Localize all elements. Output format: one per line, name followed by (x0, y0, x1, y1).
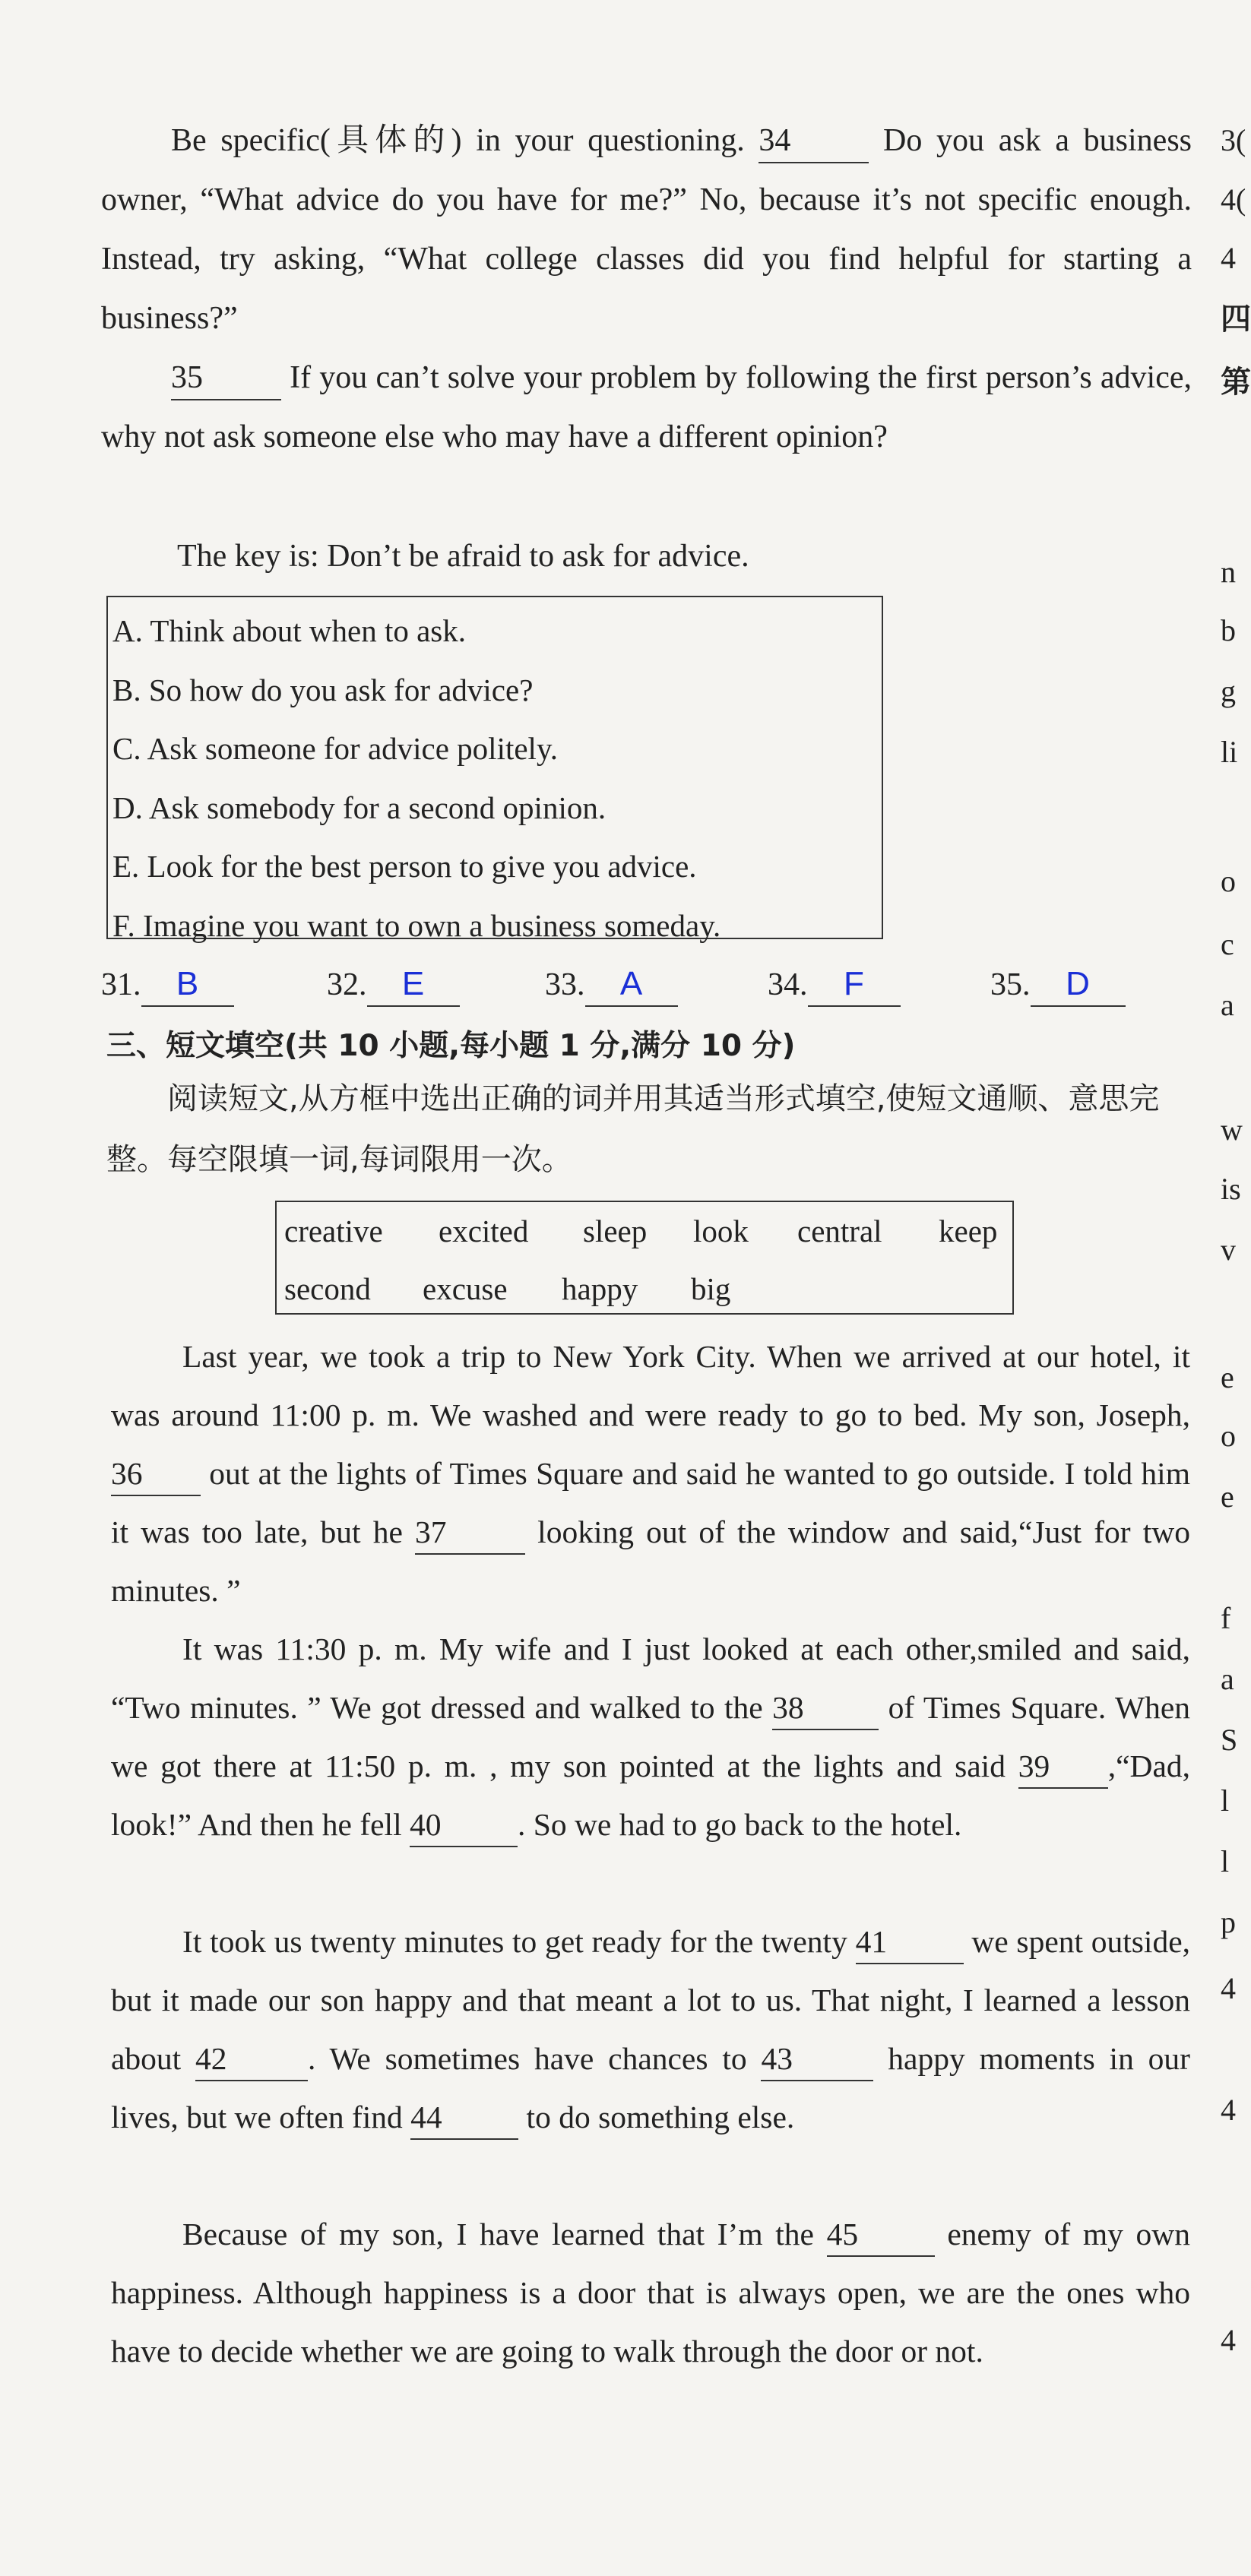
edge-fragment: 4 (1221, 1971, 1236, 2005)
answer-row (101, 960, 1192, 1014)
option-f: F. Imagine you want to own a business someday. (112, 907, 721, 943)
blank-45: 45 (827, 2213, 935, 2257)
edge-fragment: 3( (1221, 123, 1246, 157)
blank-44: 44 (410, 2096, 518, 2140)
word: keep (939, 1214, 998, 1248)
options-box (106, 596, 883, 943)
edge-fragment: li (1221, 735, 1238, 769)
text: If you can’t solve your problem by following the first person’s advice, why not ask someone else who may have a different opinion? (101, 360, 1192, 454)
text: out at the lights of Times Square and said he wanted to go outside. I told him it was too late, but he (111, 1456, 1190, 1549)
text: . We sometimes have chances to (308, 2041, 747, 2076)
option-e: E. Look for the best person to give you advice. (112, 849, 697, 884)
word: excuse (423, 1271, 508, 1306)
edge-fragment: e (1221, 1479, 1234, 1514)
instruction: 阅读短文,从方框中选出正确的词并用其适当形式填空,使短文通顺、意思完整。每空限填一词,每词限用一次。 (106, 1081, 1160, 1177)
passage-paragraph-3 (111, 1913, 1190, 2147)
answer-33 (545, 960, 678, 1009)
text: Do you ask a business owner, “What advice do you have for me?” No, because it’s not specific enough. Instead, try asking, “What college classes did you find helpful for starting a business?” (101, 123, 1192, 336)
word: creative (284, 1214, 383, 1248)
text: Because of my son, I have learned that I’m the (182, 2217, 814, 2252)
edge-fragment: v (1221, 1233, 1236, 1267)
word: sleep (583, 1214, 648, 1248)
answer-35 (990, 960, 1126, 1009)
answer-31 (101, 960, 234, 1009)
text: happy moments in our lives, but we often find (111, 2041, 1190, 2135)
text: Last year, we took a trip to New York City. When we arrived at our hotel, it was around 11:00 p. m. We washed and were ready to go to bed. My son, Joseph, (111, 1339, 1190, 1432)
word: happy (562, 1271, 638, 1306)
edge-fragment: f (1221, 1601, 1231, 1635)
answer-value: E (367, 963, 460, 1007)
edge-fragment: g (1221, 674, 1236, 708)
passage-paragraph-2 (111, 1620, 1190, 1854)
edge-fragment: l (1221, 1844, 1230, 1878)
blank-34: 34 (759, 119, 869, 163)
passage-paragraph-1 (111, 1328, 1190, 1620)
blank-36: 36 (111, 1452, 201, 1496)
text: enemy of my own happiness. Although happiness is a door that is always open, we are the ones who have to decide whether we are going to walk through the door or not. (111, 2217, 1190, 2369)
edge-fragment: S (1221, 1723, 1238, 1757)
answer-value: F (808, 963, 901, 1007)
paragraph-34 (101, 111, 1192, 348)
answer-number: 32. (327, 967, 367, 1002)
edge-fragment: 4 (1221, 241, 1236, 275)
text: It took us twenty minutes to get ready for the twenty (182, 1924, 847, 1959)
word: excited (439, 1214, 529, 1248)
edge-fragment: 4( (1221, 182, 1246, 217)
edge-fragment: a (1221, 1662, 1234, 1696)
edge-fragment: 4 (1221, 2093, 1236, 2127)
blank-35: 35 (171, 356, 281, 400)
answer-number: 33. (545, 967, 585, 1002)
edge-fragment: e (1221, 1360, 1234, 1394)
word: look (693, 1214, 749, 1248)
answer-value: A (585, 963, 678, 1007)
blank-40: 40 (410, 1803, 518, 1847)
section-title: 三、短文填空(共 10 小题,每小题 1 分,满分 10 分) (106, 1029, 796, 1063)
text: . So we had to go back to the hotel. (518, 1807, 962, 1842)
edge-fragment: 四 (1221, 302, 1251, 337)
blank-42: 42 (195, 2037, 308, 2081)
edge-fragment: p (1221, 1905, 1236, 1939)
text: Be specific(具体的) in your questioning. (171, 123, 745, 158)
word: second (284, 1271, 371, 1306)
word-box (275, 1201, 1014, 1315)
blank-38: 38 (772, 1686, 879, 1730)
blank-41: 41 (856, 1920, 964, 1964)
edge-fragment: o (1221, 864, 1236, 898)
edge-fragment: 第 (1221, 365, 1251, 400)
text: It was 11:30 p. m. My wife and I just looked at each other,smiled and said, “Two minutes. ” We got dressed and walked to the (111, 1631, 1190, 1725)
answer-32 (327, 960, 460, 1009)
edge-fragment: l (1221, 1783, 1230, 1818)
text: of Times Square. When we got there at 11:50 p. m. , my son pointed at the lights and said (111, 1690, 1191, 1783)
text: to do something else. (526, 2100, 795, 2135)
option-a: A. Think about when to ask. (112, 613, 466, 648)
answer-number: 34. (768, 967, 808, 1002)
text: we spent outside, but it made our son happy and that meant a lot to us. That night, I learned a lesson about (111, 1924, 1191, 2076)
edge-fragment: a (1221, 988, 1234, 1022)
blank-43: 43 (761, 2037, 873, 2081)
paragraph-35 (101, 348, 1192, 467)
answer-number: 31. (101, 967, 141, 1002)
edge-fragment: b (1221, 613, 1236, 647)
blank-37: 37 (415, 1511, 525, 1555)
option-b: B. So how do you ask for advice? (112, 672, 534, 707)
blank-39: 39 (1018, 1745, 1108, 1789)
text: ,“Dad, look!” And then he fell (111, 1748, 1190, 1842)
answer-34 (768, 960, 901, 1009)
edge-fragment: is (1221, 1172, 1241, 1206)
option-c: C. Ask someone for advice politely. (112, 731, 559, 766)
edge-fragment: c (1221, 927, 1234, 961)
answer-value: D (1031, 963, 1126, 1007)
passage-paragraph-4 (111, 2205, 1190, 2381)
edge-fragment: w (1221, 1112, 1243, 1147)
text: looking out of the window and said,“Just for two minutes. ” (111, 1514, 1190, 1608)
word: central (797, 1214, 882, 1248)
paragraph-key: The key is: Don’t be afraid to ask for advice. (177, 539, 749, 574)
edge-fragment: o (1221, 1419, 1236, 1453)
edge-fragment: 4 (1221, 2323, 1236, 2357)
word: big (691, 1271, 731, 1306)
option-d: D. Ask somebody for a second opinion. (112, 790, 606, 825)
edge-fragment: n (1221, 555, 1236, 589)
answer-number: 35. (990, 967, 1031, 1002)
answer-value: B (141, 963, 234, 1007)
